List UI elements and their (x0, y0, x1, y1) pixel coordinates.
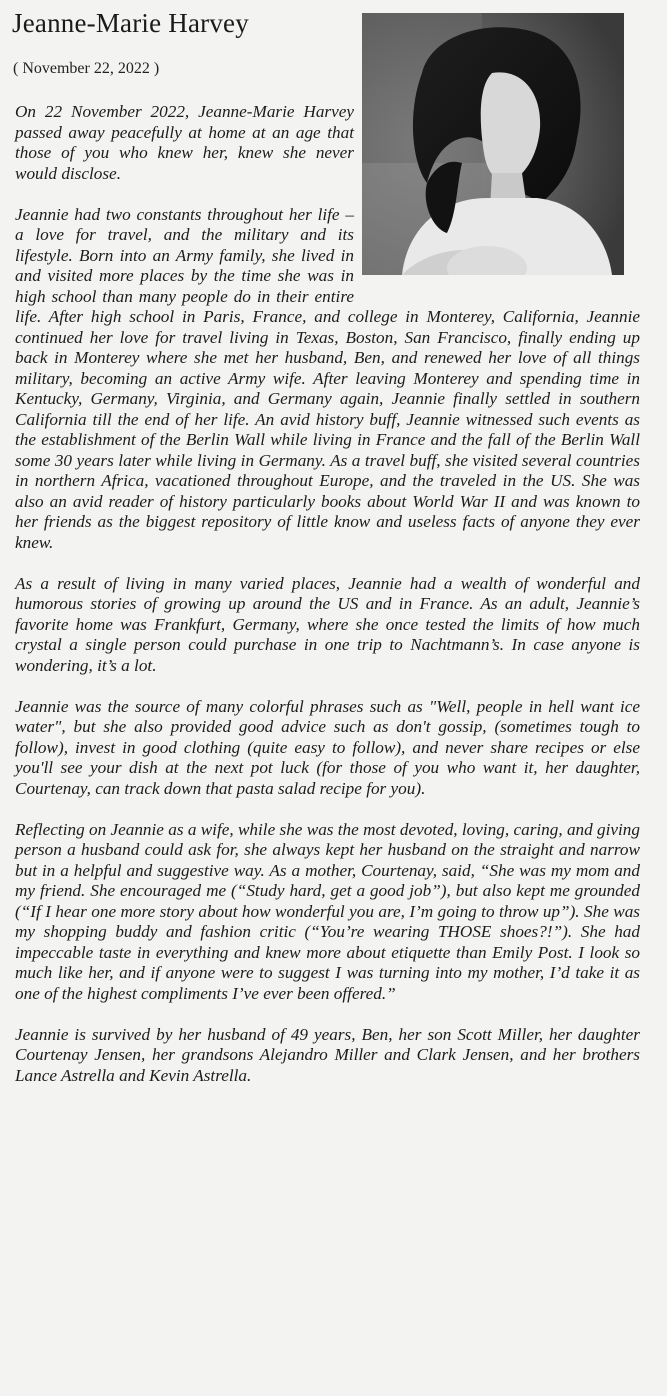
obituary-name: Jeanne-Marie Harvey (12, 8, 249, 38)
obituary-body (15, 102, 640, 1086)
paragraph: Jeannie is survived by her husband of 49 years, Ben, her son Scott Miller, her daughter Courtenay Jensen, her grandsons Alejandro Miller and Clark Jensen, and her brothers Lance Astrella and Kevin Astrella. (15, 1024, 640, 1085)
paragraph: Jeannie was the source of many colorful phrases such as "Well, people in hell want ice water", but she also provided good advice such as don't gossip, (sometimes tough to follow), invest in good clothing (quite easy to follow), and never share recipes or else you'll see your dish at the next pot luck (for those of you who want it, her daughter, Courtenay, can track down that pasta salad recipe for you). (15, 696, 640, 798)
paragraph: As a result of living in many varied places, Jeannie had a wealth of wonderful and humorous stories of growing up around the US and in France. As an adult, Jeannie’s favorite home was Frankfurt, Germany, where she once tested the limits of how much crystal a single person could purchase in one trip to Nachtmann’s. In case anyone is wondering, it’s a lot. (15, 573, 640, 675)
paragraph: Jeannie had two constants throughout her life – a love for travel, and the military and its lifestyle. Born into an Army family, she lived in and visited more places by the time she was in high school than many people do in their entire life. After high school in Paris, France, and college in Monterey, California, Jeannie continued her love for travel living in Texas, Boston, San Francisco, finally ending up back in Monterey where she met her husband, Ben, and renewed her love of all things military, becoming an active Army wife. After leaving Monterey and spending time in Kentucky, Germany, Virginia, and Germany again, Jeannie finally settled in southern California till the end of her life. An avid history buff, Jeannie witnessed such events as the establishment of the Berlin Wall while living in France and the fall of the Berlin Wall some 30 years later while living in Germany. As a travel buff, she visited several countries in northern Africa, vacationed throughout Europe, and the traveled in the US. She was also an avid reader of history particularly books about World War II and was known to her friends as the biggest repository of little know and useless facts of anyone they ever knew. (15, 204, 640, 552)
paragraph: On 22 November 2022, Jeanne-Marie Harvey passed away peacefully at home at an age that those of you who knew her, knew she never would disclose. (15, 102, 354, 183)
photo-wrap-spacer (354, 102, 640, 296)
obituary-date: ( November 22, 2022 ) (13, 60, 160, 77)
paragraph: Reflecting on Jeannie as a wife, while she was the most devoted, loving, caring, and giving person a husband could ask for, she always kept her husband on the straight and narrow but in a helpful and suggestive way. As a mother, Courtenay, said, “She was my mom and my friend. She encouraged me (“Study hard, get a good job”), but also kept me grounded (“If I hear one more story about how wonderful you are, I’m going to throw up”). She was my shopping buddy and fashion critic (“You’re wearing THOSE shoes?!”). She had impeccable taste in everything and knew more about etiquette than Emily Post. I look so much like her, and if anyone were to suggest I was turning into my mother, I’d take it as one of the highest compliments I’ve ever been offered.” (15, 819, 640, 1003)
